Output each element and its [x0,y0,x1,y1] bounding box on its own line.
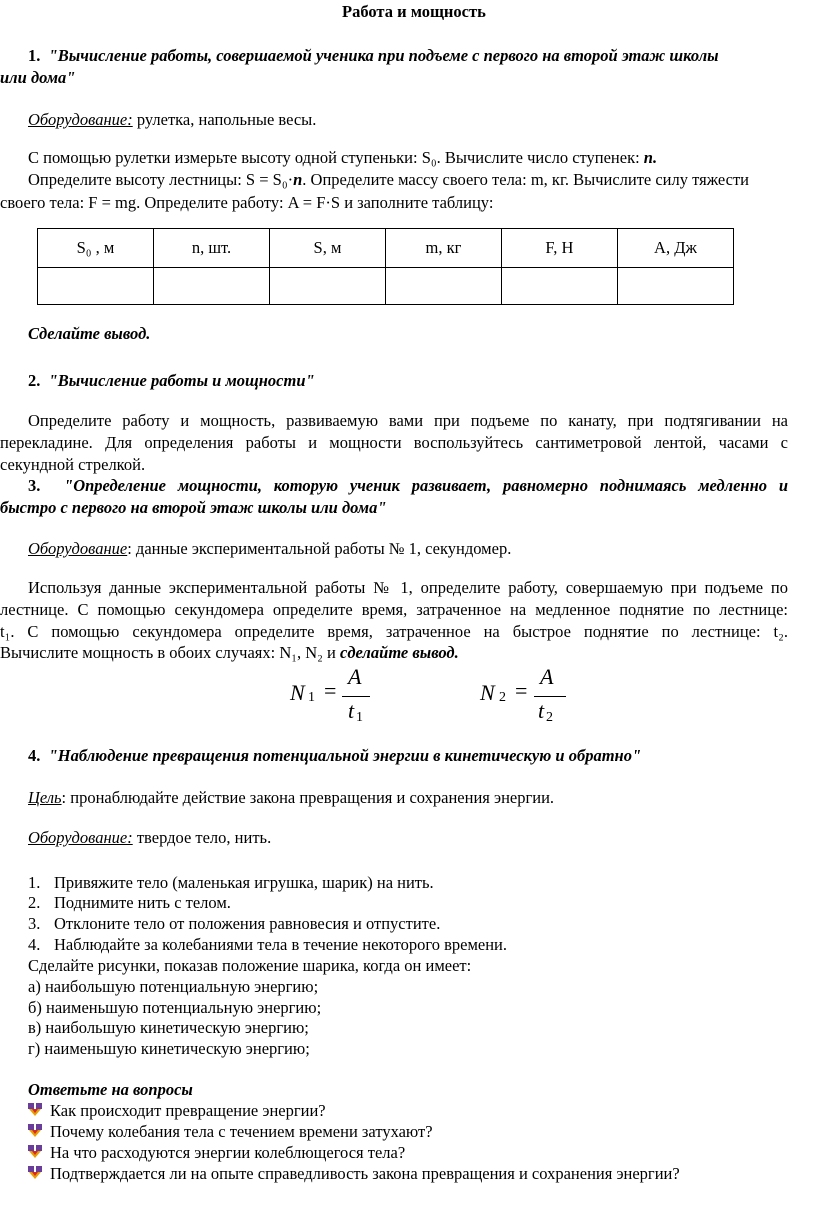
section-2-heading [28,371,315,391]
formula-denominator-subscript: 2 [546,710,553,725]
table-cell[interactable] [270,268,386,305]
section-4-number: 4. [28,746,41,765]
section-3-heading [28,476,788,496]
make-conclusion: сделайте вывод. [340,643,459,662]
section-1-equipment [28,110,316,130]
list-item [28,1143,405,1163]
equipment-text: твердое тело, нить. [132,828,272,847]
table-header-cell: A, Дж [617,229,733,268]
section-2-line-1: Определите работу и мощность, развиваемую вами при подъеме по канату, при подтягивании на [28,411,788,430]
list-item [28,1101,326,1121]
para-text: . Определите массу своего тела: m, кг. Вычислите силу тяжести [302,170,749,189]
list-item: в) наибольшую кинетическую энергию; [28,1018,309,1037]
section-2-line-2: перекладине. Для определения работы и мощности воспользуйтесь сантиметровой лентой, часами с [0,433,788,452]
page-title: Работа и мощность [342,2,486,21]
section-1-heading [28,46,816,66]
section-3-number: 3. [28,476,41,495]
section-1-heading-line-1: "Вычисление работы, совершаемой ученика при подъеме с первого на второй этаж школы [48,46,719,65]
list-item [28,893,231,913]
list-item [28,1122,433,1142]
goal-text: : пронаблюдайте действие закона превращения и сохранения энергии. [61,788,555,807]
section-2-number: 2. [28,371,41,390]
equipment-label: Оборудование [28,539,128,558]
list-item: а) наибольшую потенциальную энергию; [28,977,319,996]
table-header-cell: S₀ , м [38,229,154,268]
list-item [28,873,434,893]
question-text: На что расходуются энергии колеблющегося тела? [50,1143,406,1162]
equipment-text: : данные экспериментальной работы № 1, секундомер. [127,539,512,558]
table-header-row [38,229,734,268]
section-4-heading [28,746,641,766]
section-4-goal [28,788,554,808]
step-text: Отклоните тело от положения равновесия и отпустите. [54,914,441,933]
table-header-cell: m, кг [385,229,501,268]
table-cell[interactable] [617,268,733,305]
formula-denominator: t [348,698,355,723]
formula-n-subscript: 1 [308,690,315,705]
measurement-table [37,228,734,305]
step-text: Поднимите нить с телом. [54,893,231,912]
section-3-line-1: Используя данные экспериментальной работы № 1, определите работу, совершаемую при подъеме по [28,578,788,597]
list-item [28,1164,680,1184]
question-text: Как происходит превращение энергии? [50,1101,326,1120]
draw-instruction: Сделайте рисунки, показав положение шарика, когда он имеет: [28,956,472,975]
list-item: г) наименьшую кинетическую энергию; [28,1039,310,1058]
table-header-cell: S, м [270,229,386,268]
step-number: 2. [28,893,41,912]
down-arrow-bullet-icon [28,1145,42,1159]
section-1-para-2 [28,170,749,190]
formula-n: N [480,680,495,705]
table-cell[interactable] [385,268,501,305]
table-row [38,268,734,305]
step-text: Наблюдайте за колебаниями тела в течение некоторого времени. [54,935,507,954]
formula-equals: = [324,678,337,703]
fraction-bar [534,696,566,697]
list-item [28,914,440,934]
section-3-line-3: t₁. С помощью секундомера определите время, затраченное на быстрое поднятие по лестнице: t₂. [0,622,788,641]
formula-n1 [290,664,400,728]
n-symbol: n. [643,148,658,167]
table-cell[interactable] [153,268,269,305]
table-cell[interactable] [501,268,617,305]
down-arrow-bullet-icon [28,1166,42,1180]
section-1-heading-line-2: или дома" [0,68,76,87]
section-1-conclusion: Сделайте вывод. [28,324,151,343]
formula-numerator: A [348,664,362,689]
list-item: б) наименьшую потенциальную энергию; [28,998,322,1017]
question-text: Подтверждается ли на опыте справедливость закона превращения и сохранения энергии? [50,1164,680,1183]
section-1-para-3: своего тела: F = mg. Определите работу: A = F·S и заполните таблицу: [0,193,494,212]
para-text: Вычислите мощность в обоих случаях: N₁, N₂ и [0,643,340,662]
section-3-line-4 [0,643,459,663]
list-item [28,935,507,955]
questions-heading: Ответьте на вопросы [28,1080,193,1099]
formula-denominator: t [538,698,545,723]
n-symbol: n [293,170,303,189]
table-cell[interactable] [38,268,154,305]
section-4-title: "Наблюдение превращения потенциальной энергии в кинетическую и обратно" [48,746,642,765]
section-4-equipment [28,828,271,848]
formula-denominator-subscript: 1 [356,710,363,725]
section-3-heading-line-1: "Определение мощности, которую ученик развивает, равномерно поднимаясь медленно и [64,476,788,495]
section-1-para-1 [28,148,657,168]
section-2-line-3: секундной стрелкой. [0,455,146,474]
step-number: 3. [28,914,41,933]
equipment-text: рулетка, напольные весы. [132,110,317,129]
formula-n-subscript: 2 [499,690,506,705]
goal-label: Цель [28,788,62,807]
para-text: Определите высоту лестницы: S = S₀· [28,170,294,189]
table-header-cell: n, шт. [153,229,269,268]
equipment-label: Оборудование: [28,110,133,129]
formula-n: N [290,680,305,705]
section-2-title: "Вычисление работы и мощности" [48,371,315,390]
question-text: Почему колебания тела с течением времени затухают? [50,1122,433,1141]
table-header-cell: F, Н [501,229,617,268]
formula-n2 [480,664,590,728]
formula-equals: = [515,678,528,703]
section-3-equipment [28,539,511,559]
step-text: Привяжите тело (маленькая игрушка, шарик) на нить. [54,873,434,892]
fraction-bar [342,696,370,697]
formula-numerator: A [540,664,554,689]
equipment-label: Оборудование: [28,828,133,847]
step-number: 1. [28,873,41,892]
down-arrow-bullet-icon [28,1124,42,1138]
section-3-line-2: лестнице. С помощью секундомера определите время, затраченное на медленное поднятие по лестнице: [0,600,788,619]
down-arrow-bullet-icon [28,1103,42,1117]
para-text: С помощью рулетки измерьте высоту одной ступеньки: S₀. Вычислите число ступенек: [28,148,644,167]
step-number: 4. [28,935,41,954]
section-1-number: 1. [28,46,41,65]
section-3-heading-line-2: быстро с первого на второй этаж школы или дома" [0,498,387,517]
